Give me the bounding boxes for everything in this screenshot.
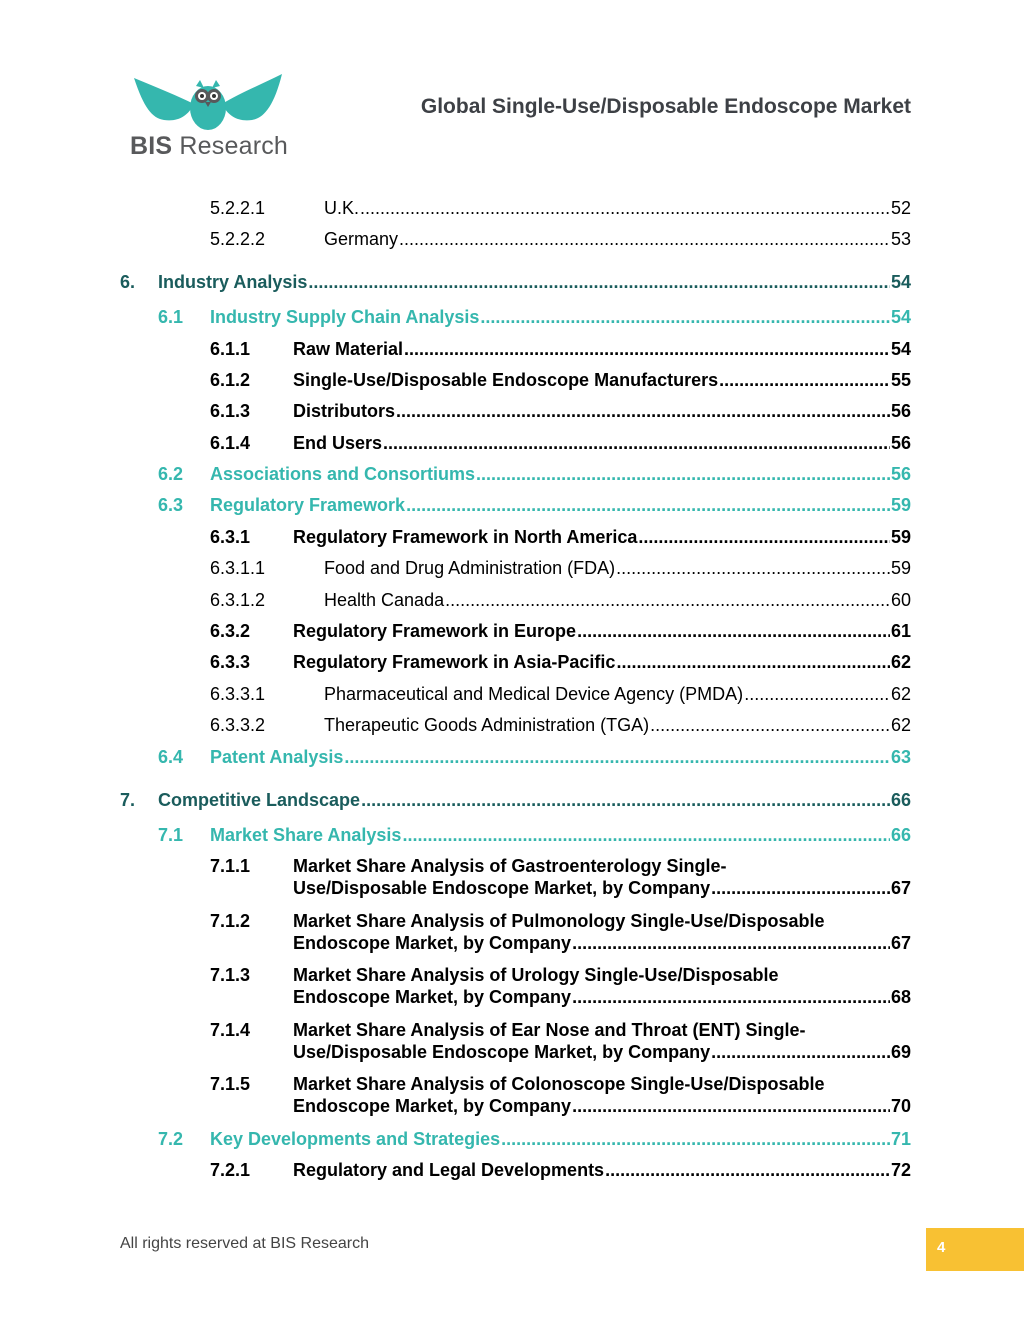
toc-entry-page: 72: [890, 1160, 911, 1180]
toc-entry-title-continued: [293, 1041, 911, 1063]
toc-entry-title: Market Share Analysis of Gastroenterology Single-: [293, 856, 727, 876]
toc-entry-title: Patent Analysis: [210, 747, 344, 767]
toc-entry-page: 70: [890, 1096, 911, 1116]
toc-leader-dots: [711, 1041, 890, 1063]
toc-leader-dots: [344, 746, 890, 768]
footer-copyright: All rights reserved at BIS Research: [120, 1235, 369, 1252]
toc-entry-page: 62: [890, 715, 911, 735]
toc-entry-body: [293, 855, 911, 899]
toc-entry-body: [293, 369, 911, 391]
toc-entry-number: 6.3.3.2: [210, 715, 266, 735]
toc-entry-page: 52: [890, 198, 911, 218]
toc-leader-dots: [638, 526, 890, 548]
toc-entry[interactable]: [210, 526, 911, 552]
toc-entry-title-line2: Endoscope Market, by Company: [293, 1096, 572, 1116]
toc-entry-title: Associations and Consortiums: [210, 464, 476, 484]
toc-leader-dots: [605, 1159, 890, 1181]
toc-leader-dots: [360, 197, 890, 219]
toc-entry-title: Competitive Landscape: [158, 790, 361, 810]
toc-entry-body: [293, 432, 911, 454]
logo-wordmark: BIS Research: [130, 132, 289, 160]
toc-leader-dots: [361, 789, 890, 811]
document-title: Global Single-Use/Disposable Endoscope Market: [420, 95, 911, 118]
toc-leader-dots: [396, 400, 890, 422]
toc-entry-page: 59: [890, 527, 911, 547]
toc-entry-number: 6.: [120, 272, 136, 292]
toc-entry[interactable]: [210, 855, 911, 905]
toc-entry-number: 6.3.1: [210, 527, 251, 547]
toc-entry[interactable]: [158, 824, 911, 850]
toc-entry-body: [324, 557, 911, 579]
toc-entry-number: 6.1.3: [210, 401, 251, 421]
toc-entry-title: Food and Drug Administration (FDA): [324, 558, 616, 578]
toc-entry-page: 68: [890, 987, 911, 1007]
toc-entry[interactable]: [210, 197, 911, 223]
toc-leader-dots: [572, 986, 890, 1008]
toc-entry-number: 6.1.1: [210, 339, 251, 359]
toc-leader-dots: [572, 1095, 890, 1117]
toc-entry-title: Regulatory Framework in North America: [293, 527, 638, 547]
toc-entry-page: 55: [890, 370, 911, 390]
toc-entry-title: Key Developments and Strategies: [210, 1129, 501, 1149]
toc-entry-title: Therapeutic Goods Administration (TGA): [324, 715, 650, 735]
toc-entry-title: Raw Material: [293, 339, 404, 359]
toc-entry-number: 7.1.4: [210, 1020, 251, 1040]
toc-entry-body: [293, 1073, 911, 1117]
toc-entry[interactable]: [210, 400, 911, 426]
toc-entry-number: 6.3.2: [210, 621, 251, 641]
toc-entry-page: 62: [890, 684, 911, 704]
toc-leader-dots: [572, 932, 890, 954]
toc-entry-page: 63: [890, 747, 911, 767]
toc-entry[interactable]: [210, 228, 911, 254]
toc-entry-title-line2: Endoscope Market, by Company: [293, 987, 572, 1007]
toc-entry[interactable]: [210, 910, 911, 960]
toc-entry-body: [324, 589, 911, 611]
toc-entry[interactable]: [210, 1073, 911, 1123]
toc-leader-dots: [476, 463, 890, 485]
toc-entry-title: Regulatory Framework in Europe: [293, 621, 577, 641]
toc-entry-title-continued: [293, 986, 911, 1008]
toc-entry-body: [293, 1019, 911, 1063]
toc-entry-title: U.K.: [324, 198, 360, 218]
toc-entry-body: [210, 1128, 911, 1150]
owl-icon: [128, 72, 288, 134]
toc-entry-title: Industry Supply Chain Analysis: [210, 307, 480, 327]
toc-entry-body: [293, 1159, 911, 1181]
toc-entry-number: 6.3.3.1: [210, 684, 266, 704]
toc-leader-dots: [711, 877, 890, 899]
toc-entry-number: 7.1.3: [210, 965, 251, 985]
toc-entry-title: Market Share Analysis: [210, 825, 402, 845]
toc-entry-body: [158, 789, 911, 811]
bis-research-logo: [128, 72, 288, 162]
toc-leader-dots: [402, 824, 890, 846]
toc-entry-number: 6.3.3: [210, 652, 251, 672]
toc-entry-page: 66: [890, 825, 911, 845]
toc-entry[interactable]: [120, 789, 911, 815]
toc-entry-number: 7.2: [158, 1129, 184, 1149]
toc-leader-dots: [480, 306, 890, 328]
toc-entry[interactable]: [210, 1019, 911, 1069]
toc-entry-page: 54: [890, 339, 911, 359]
toc-leader-dots: [650, 714, 890, 736]
toc-entry-body: [324, 228, 911, 250]
toc-entry-page: 53: [890, 229, 911, 249]
toc-entry-page: 62: [890, 652, 911, 672]
toc-entry-body: [293, 964, 911, 1008]
toc-entry[interactable]: [158, 494, 911, 520]
toc-entry-page: 71: [890, 1129, 911, 1149]
toc-entry[interactable]: [210, 1159, 911, 1185]
toc-entry-number: 7.1.5: [210, 1074, 251, 1094]
toc-entry-body: [293, 400, 911, 422]
toc-entry-page: 59: [890, 495, 911, 515]
toc-entry[interactable]: [210, 369, 911, 395]
toc-entry-body: [293, 910, 911, 954]
toc-entry-title-continued: [293, 1095, 911, 1117]
toc-entry-number: 7.1: [158, 825, 184, 845]
toc-entry-title-continued: [293, 932, 911, 954]
toc-entry[interactable]: [158, 746, 911, 772]
toc-entry-page: 56: [890, 433, 911, 453]
toc-leader-dots: [404, 338, 890, 360]
toc-entry-title: Distributors: [293, 401, 396, 421]
toc-entry-number: 7.1.1: [210, 856, 251, 876]
toc-leader-dots: [399, 228, 890, 250]
toc-leader-dots: [577, 620, 890, 642]
toc-entry-page: 54: [890, 307, 911, 327]
toc-entry-title: Pharmaceutical and Medical Device Agency (PMDA): [324, 684, 744, 704]
toc-entry[interactable]: [158, 1128, 911, 1154]
toc-entry-title: Regulatory and Legal Developments: [293, 1160, 605, 1180]
toc-entry-number: 7.: [120, 790, 136, 810]
toc-entry-number: 6.3.1.1: [210, 558, 266, 578]
toc-entry-number: 6.1.4: [210, 433, 251, 453]
toc-entry-number: 7.2.1: [210, 1160, 251, 1180]
toc-entry-page: 61: [890, 621, 911, 641]
toc-entry[interactable]: [158, 463, 911, 489]
toc-entry[interactable]: [210, 338, 911, 364]
toc-entry[interactable]: [210, 651, 911, 677]
toc-entry-title: Industry Analysis: [158, 272, 308, 292]
toc-entry-number: 6.2: [158, 464, 184, 484]
toc-entry-page: 54: [890, 272, 911, 292]
toc-entry[interactable]: [120, 271, 911, 297]
toc-entry-page: 67: [890, 933, 911, 953]
toc-entry-title: Germany: [324, 229, 399, 249]
toc-entry-title: Regulatory Framework in Asia-Pacific: [293, 652, 616, 672]
toc-entry-title-line2: Use/Disposable Endoscope Market, by Company: [293, 1042, 711, 1062]
toc-leader-dots: [406, 494, 890, 516]
toc-entry-number: 5.2.2.1: [210, 198, 266, 218]
toc-entry-number: 6.3.1.2: [210, 590, 266, 610]
page-number: 4: [937, 1239, 946, 1256]
toc-entry[interactable]: [210, 557, 911, 583]
toc-leader-dots: [616, 651, 890, 673]
toc-entry[interactable]: [158, 306, 911, 332]
toc-entry-body: [324, 197, 911, 219]
toc-entry-title-line2: Use/Disposable Endoscope Market, by Company: [293, 878, 711, 898]
toc-entry[interactable]: [210, 432, 911, 458]
toc-entry-page: 66: [890, 790, 911, 810]
toc-entry-title: End Users: [293, 433, 383, 453]
toc-entry-title: Market Share Analysis of Urology Single-Use/Disposable: [293, 965, 779, 985]
toc-entry-title: Market Share Analysis of Colonoscope Single-Use/Disposable: [293, 1074, 825, 1094]
toc-entry-body: [293, 651, 911, 673]
toc-entry-body: [324, 683, 911, 705]
toc-entry-page: 69: [890, 1042, 911, 1062]
toc-entry-page: 56: [890, 401, 911, 421]
toc-leader-dots: [308, 271, 890, 293]
toc-entry-body: [210, 746, 911, 768]
toc-entry-page: 60: [890, 590, 911, 610]
toc-entry-number: 6.1: [158, 307, 184, 327]
toc-entry-title: Market Share Analysis of Pulmonology Single-Use/Disposable: [293, 911, 825, 931]
toc-entry-body: [210, 494, 911, 516]
toc-entry-title: Market Share Analysis of Ear Nose and Throat (ENT) Single-: [293, 1020, 806, 1040]
toc-leader-dots: [383, 432, 890, 454]
toc-entry-body: [324, 714, 911, 736]
toc-entry-number: 6.4: [158, 747, 184, 767]
toc-entry[interactable]: [210, 964, 911, 1014]
toc-entry-body: [293, 620, 911, 642]
toc-entry-page: 67: [890, 878, 911, 898]
page-number-badge: [926, 1228, 1024, 1271]
toc-entry-body: [293, 338, 911, 360]
toc-entry-title: Single-Use/Disposable Endoscope Manufacturers: [293, 370, 719, 390]
toc-entry-number: 6.1.2: [210, 370, 251, 390]
toc-entry-body: [293, 526, 911, 548]
toc-entry-title: Regulatory Framework: [210, 495, 406, 515]
toc-entry-page: 56: [890, 464, 911, 484]
toc-leader-dots: [719, 369, 890, 391]
toc-entry[interactable]: [210, 620, 911, 646]
toc-entry[interactable]: [210, 714, 911, 740]
toc-entry-number: 6.3: [158, 495, 184, 515]
toc-leader-dots: [616, 557, 890, 579]
toc-entry-body: [210, 463, 911, 485]
toc-entry-title-continued: [293, 877, 911, 899]
toc-entry-body: [158, 271, 911, 293]
toc-entry-body: [210, 306, 911, 328]
toc-entry-number: 7.1.2: [210, 911, 251, 931]
toc-leader-dots: [445, 589, 890, 611]
toc-leader-dots: [501, 1128, 890, 1150]
toc-entry-body: [210, 824, 911, 846]
toc-entry[interactable]: [210, 683, 911, 709]
toc-entry-title: Health Canada: [324, 590, 445, 610]
toc-entry-page: 59: [890, 558, 911, 578]
toc-entry-title-line2: Endoscope Market, by Company: [293, 933, 572, 953]
toc-leader-dots: [744, 683, 890, 705]
toc-entry[interactable]: [210, 589, 911, 615]
toc-entry-number: 5.2.2.2: [210, 229, 266, 249]
